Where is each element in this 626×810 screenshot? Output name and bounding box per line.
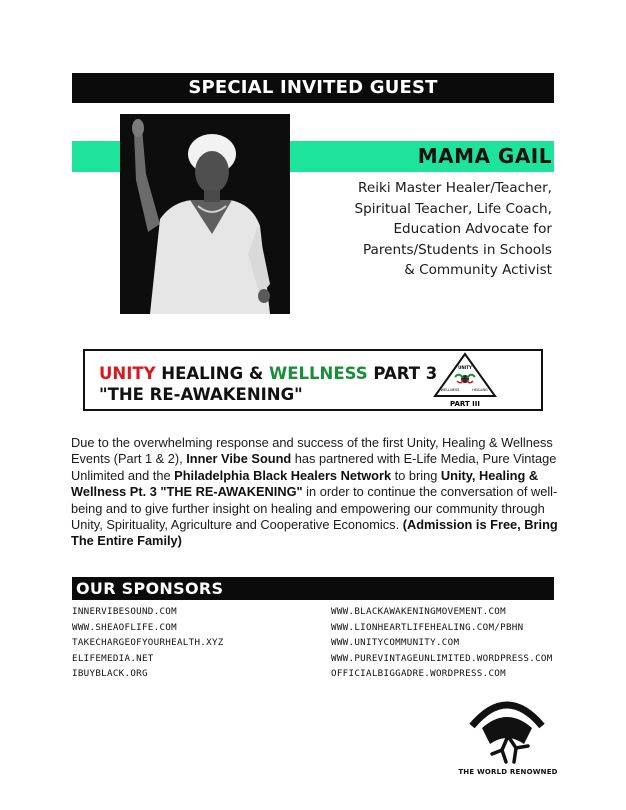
description-text: Due to the overwhelming response and success of the first Unity, Healing & Wellness Events (Part 1 & 2), — [71, 435, 553, 467]
description-bold-inner-vibe: Inner Vibe Sound — [186, 451, 292, 467]
sponsor-link[interactable]: WWW.BLACKAWAKENINGMOVEMENT.COM — [331, 606, 506, 617]
sponsor-link[interactable]: INNERVIBESOUND.COM — [72, 606, 177, 617]
sponsor-link[interactable]: WWW.LIONHEARTLIFEHEALING.COM/PBHN — [331, 621, 524, 633]
top-banner: SPECIAL INVITED GUEST — [72, 73, 554, 103]
sponsor-link[interactable]: WWW.UNITYCOMMUNITY.COM — [331, 637, 460, 649]
guest-title-line: Spiritual Teacher, Life Coach, — [354, 200, 552, 217]
guest-title-line: Reiki Master Healer/Teacher, — [358, 180, 552, 196]
event-subtitle: "THE RE-AWAKENING" — [99, 385, 303, 404]
brand-caption: THE WORLD RENOWNED — [458, 768, 558, 776]
sponsor-link[interactable]: ELIFEMEDIA.NET — [72, 652, 154, 664]
description-bold-pbhn: Philadelphia Black Healers Network — [174, 467, 392, 483]
sponsors-heading: OUR SPONSORS — [76, 579, 224, 598]
guest-titles — [300, 178, 552, 281]
logo-text-healing: HEALING — [472, 388, 488, 392]
guest-title-line: & Community Activist — [404, 262, 552, 278]
description-text: has partnered with E-Life Media, Pure Vintage Unlimited and the — [71, 451, 557, 483]
sponsors-left-list — [72, 604, 224, 682]
description-bold-admission: (Admission is Free, Bring The Entire Family) — [71, 517, 558, 549]
event-title-healing: HEALING & — [155, 364, 270, 383]
description-text: to bring — [391, 467, 441, 483]
sponsors-right-list — [331, 604, 553, 682]
description-text: in order to continue the conversation of well-being and to give further insight on healing and empowering our community through Unity, Spirituality, Agriculture and Cooperative Economics. — [71, 484, 558, 533]
event-title-unity: UNITY — [99, 364, 156, 383]
event-title — [99, 364, 437, 384]
logo-text-wellness: WELLNESS — [440, 388, 460, 392]
guest-title-line: Education Advocate for — [393, 221, 552, 237]
sponsor-link[interactable]: IBUYBLACK.ORG — [72, 668, 148, 680]
event-description — [71, 435, 563, 550]
event-title-wellness: WELLNESS — [269, 364, 368, 383]
logo-text-unity: UNITY — [458, 365, 472, 370]
guest-name: MAMA GAIL — [417, 144, 552, 168]
sponsor-link[interactable]: TAKECHARGEOFYOURHEALTH.XYZ — [72, 637, 224, 649]
event-logo — [433, 352, 497, 408]
guest-photo — [120, 114, 290, 314]
guest-title-line: Parents/Students in Schools — [362, 241, 552, 258]
sponsor-link[interactable]: OFFICIALBIGGADRE.WORDPRESS.COM — [331, 668, 506, 680]
logo-caption: PART III — [449, 400, 481, 408]
description-bold-event: Unity, Healing & Wellness Pt. 3 "THE RE-AWAKENING" — [71, 467, 539, 500]
sponsor-link[interactable]: WWW.SHEAOFLIFE.COM — [72, 621, 177, 633]
sponsor-link[interactable]: WWW.PUREVINTAGEUNLIMITED.WORDPRESS.COM — [331, 652, 553, 664]
event-title-part: PART 3 — [367, 364, 438, 383]
guest-silhouette-image — [120, 114, 290, 314]
